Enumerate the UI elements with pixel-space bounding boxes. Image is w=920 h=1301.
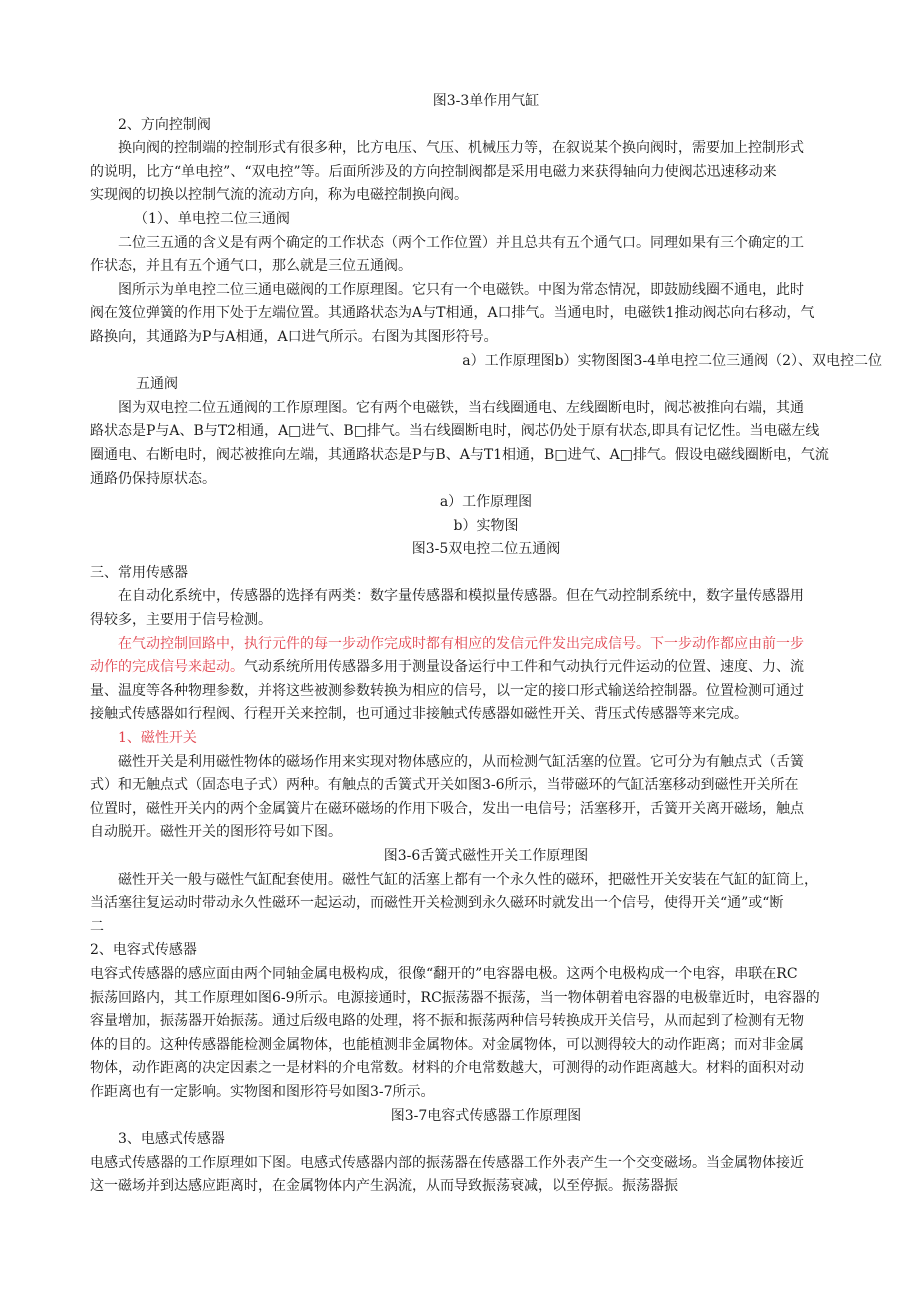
text-line xyxy=(90,90,882,114)
line-text: 五通阀 xyxy=(136,376,178,393)
line-text: 路状态是P与A、B与T2相通，A□进气、B□排气。当右线圈断电时，阀芯仍处于原有状态,即具有记忆性。当电磁左线 xyxy=(90,423,820,440)
line-text: 换向阀的控制端的控制形式有很多种，比方电压、气压、机械压力等，在叙说某个换向阀时，需要加上控制形式 xyxy=(118,140,804,157)
line-text: 2、电容式传感器 xyxy=(90,942,197,959)
text-line xyxy=(90,703,882,727)
line-text: （1）、单电控二位三通阀 xyxy=(134,210,290,227)
line-text: 电感式传感器的工作原理如下图。电感式传感器内部的振荡器在传感器工作外表产生一个交变磁场。当金属物体接近 xyxy=(90,1154,804,1171)
text-line xyxy=(90,798,882,822)
line-text: 磁性开关一般与磁性气缸配套使用。磁性气缸的活塞上都有一个永久性的磁环，把磁性开关安装在气缸的缸筒上， xyxy=(118,871,818,888)
text-line xyxy=(90,609,882,633)
text-line xyxy=(90,137,882,161)
line-text: 电容式传感器的感应面由两个同轴金属电极构成，很像“翻开的”电容器电极。这两个电极构成一个电容，串联在RC xyxy=(90,965,798,982)
text-line xyxy=(90,1010,882,1034)
text-line xyxy=(90,232,882,256)
line-text: 物体，动作距离的决定因素之一是材料的介电常数。材料的介电常数越大，可测得的动作距离越大。材料的面积对动 xyxy=(90,1060,804,1077)
line-text: 得较多，主要用于信号检测。 xyxy=(90,612,272,629)
line-text: 图所示为单电控二位三通电磁阀的工作原理图。它只有一个电磁铁。中图为常态情况，即鼓励线圈不通电，此时 xyxy=(118,281,804,298)
text-line xyxy=(90,727,882,751)
text-line xyxy=(90,1128,882,1152)
text-line xyxy=(90,350,882,374)
text-line xyxy=(90,279,882,303)
text-line xyxy=(90,491,882,515)
line-text: 量、温度等各种物理参数，并将这些被测参数转换为相应的信号，以一定的接口形式输送给控制器。位置检测可通过 xyxy=(90,682,804,699)
text-line xyxy=(90,208,882,232)
line-text: a）工作原理图b）实物图图3-4单电控二位三通阀（2）、双电控二位 xyxy=(462,352,882,369)
line-text: 磁性开关是利用磁性物体的磁场作用来实现对物体感应的，从而检测气缸活塞的位置。它可分为有触点式（舌簧 xyxy=(118,753,804,770)
line-text: 的说明，比方“单电控”、“双电控”等。后面所涉及的方向控制阀都是采用电磁力来获得轴向力使阀芯迅速移动来 xyxy=(90,163,777,180)
text-line xyxy=(90,774,882,798)
text-line xyxy=(90,751,882,775)
line-text: 路换向，其通路为P与A相通，A口进气所示。右图为其图形符号。 xyxy=(90,328,498,345)
text-line xyxy=(90,255,882,279)
text-line xyxy=(90,373,882,397)
text-line xyxy=(90,680,882,704)
line-text: 二位三五通的含义是有两个确定的工作状态（两个工作位置）并且总共有五个通气口。同理如果有三个确定的工 xyxy=(118,234,804,251)
text-line xyxy=(90,845,882,869)
line-text: a）工作原理图 xyxy=(439,494,533,511)
text-line xyxy=(90,1152,882,1176)
highlighted-text: 在气动控制回路中，执行元件的每一步动作完成时都有相应的发信元件发出完成信号。下一步动作都应由前一步 xyxy=(118,635,804,652)
text-line xyxy=(90,916,882,940)
text-line xyxy=(90,397,882,421)
line-text: 振荡回路内，其工作原理如图6-9所示。电源接通时，RC振荡器不振荡，当一物体朝着电容器的电极靠近时，电容器的 xyxy=(90,989,820,1006)
line-text: 2、方向控制阀 xyxy=(118,116,211,133)
text-line xyxy=(90,633,882,657)
text-line xyxy=(90,184,882,208)
text-line xyxy=(90,538,882,562)
line-text: 阀在笈位弹簧的作用下处于左端位置。其通路状态为A与T相通，A口排气。当通电时，电磁铁1推动阀芯向右移动，气 xyxy=(90,305,815,322)
line-text: b）实物图 xyxy=(453,517,519,534)
text-line xyxy=(90,987,882,1011)
line-text: 接触式传感器如行程阀、行程开关来控制，也可通过非接触式传感器如磁性开关、背压式传感器等来完成。 xyxy=(90,706,748,723)
line-text: 容量增加，振荡器开始振荡。通过后级电路的处理，将不振和振荡两种信号转换成开关信号，从而起到了检测有无物 xyxy=(90,1013,804,1030)
line-text: 在自动化系统中，传感器的选择有两类：数字量传感器和模拟量传感器。但在气动控制系统中，数字量传感器用 xyxy=(118,588,804,605)
line-text: 图为双电控二位五通阀的工作原理图。它有两个电磁铁，当右线圈通电、左线圈断电时，阀芯被推向右端，其通 xyxy=(118,399,804,416)
line-text: 图3-7电容式传感器工作原理图 xyxy=(390,1107,582,1124)
line-text: 作状态，并且有五个通气口，那么就是三位五通阀。 xyxy=(90,258,412,275)
line-text: 式）和无触点式（固态电子式）两种。有触点的舌簧式开关如图3-6所示，当带磁环的气缸活塞移动到磁性开关所在 xyxy=(90,777,799,794)
line-text: 三、常用传感器 xyxy=(90,564,188,581)
text-line xyxy=(90,444,882,468)
line-text: 圈通电、右断电时，阀芯被推向左端，其通路状态是P与B、A与T1相通，B□进气、A□排气。假设电磁线圈断电，气流 xyxy=(90,446,829,463)
line-text: 当活塞往复运动时带动永久性磁环一起运动，而磁性开关检测到永久磁环时就发出一个信号，使得开关“通”或“断 xyxy=(90,895,784,912)
text-line xyxy=(90,1175,882,1199)
text-line xyxy=(90,326,882,350)
text-line xyxy=(90,892,882,916)
text-line xyxy=(90,420,882,444)
line-text: 自动脱开。磁性开关的图形符号如下图。 xyxy=(90,824,342,841)
line-text: 实现阀的切换以控制气流的流动方向，称为电磁控制换向阀。 xyxy=(90,187,468,204)
text-line xyxy=(90,869,882,893)
text-line xyxy=(90,515,882,539)
text-line xyxy=(90,562,882,586)
line-text: 3、电感式传感器 xyxy=(118,1131,225,1148)
text-line xyxy=(90,939,882,963)
text-line xyxy=(90,963,882,987)
line-text: 图3-6舌簧式磁性开关工作原理图 xyxy=(383,848,589,864)
line-text: 图3-3单作用气缸 xyxy=(432,93,540,109)
line-text: 气动系统所用传感器多用于测量设备运行中工件和气动执行元件运动的位置、速度、力、流 xyxy=(244,659,804,676)
text-line xyxy=(90,1034,882,1058)
highlighted-text: 动作的完成信号来起动。 xyxy=(90,659,244,676)
text-line xyxy=(90,821,882,845)
line-text: 作距离也有一定影响。实物图和图形符号如图3-7所示。 xyxy=(90,1083,435,1100)
text-line xyxy=(90,161,882,185)
line-text: 这一磁场并到达感应距离时，在金属物体内产生涡流，从而导致振荡衰减，以至停振。振荡器振 xyxy=(90,1178,678,1195)
line-text: 二 xyxy=(90,918,104,935)
text-line xyxy=(90,1105,882,1129)
text-line xyxy=(90,1081,882,1105)
text-line xyxy=(90,114,882,138)
text-line xyxy=(90,302,882,326)
text-line xyxy=(90,585,882,609)
line-text: 体的目的。这种传感器能检测金属物体，也能植测非金属物体。对金属物体，可以测得较大的动作距离；而对非金属 xyxy=(90,1036,804,1053)
line-text: 图3-5双电控二位五通阀 xyxy=(411,541,561,558)
line-text: 位置时，磁性开关内的两个金属簧片在磁环磁场的作用下吸合，发出一电信号；活塞移开，舌簧开关离开磁场，触点 xyxy=(90,800,804,817)
text-line xyxy=(90,468,882,492)
highlighted-text: 1、磁性开关 xyxy=(118,730,197,747)
line-text: 通路仍保持原状态。 xyxy=(90,470,216,487)
text-line xyxy=(90,1057,882,1081)
text-line xyxy=(90,656,882,680)
